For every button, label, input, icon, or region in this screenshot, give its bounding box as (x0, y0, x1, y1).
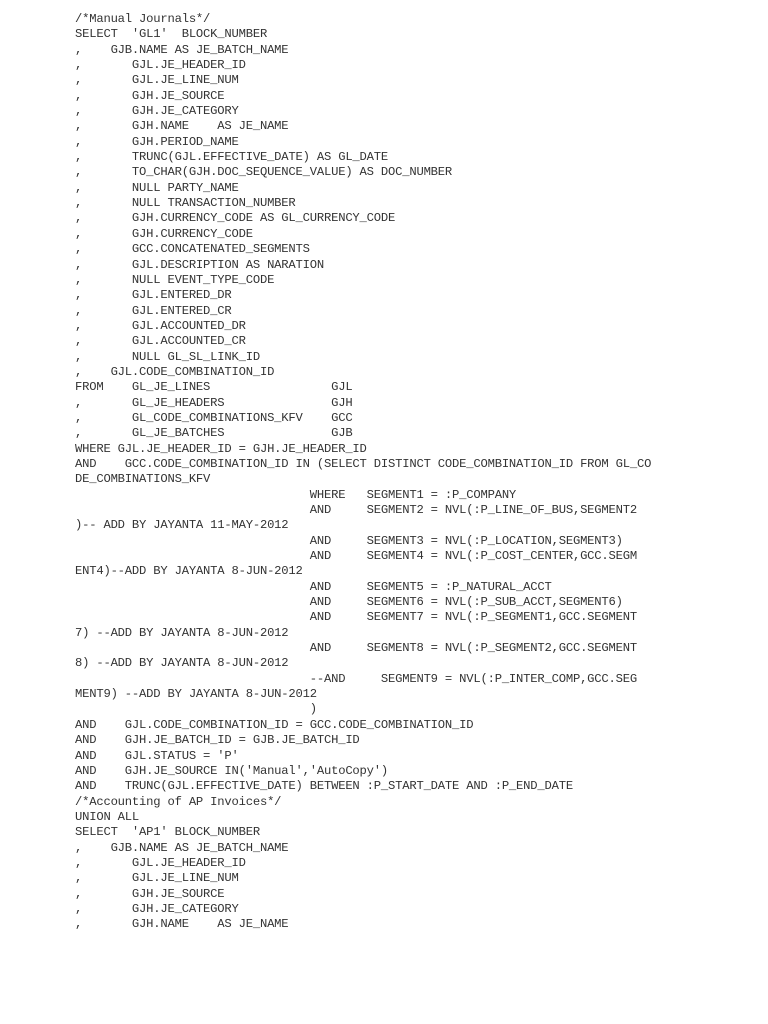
code-line: )-- ADD BY JAYANTA 11-MAY-2012 (75, 518, 289, 533)
code-line: AND GJL.CODE_COMBINATION_ID = GCC.CODE_COMBINATION_ID (75, 717, 474, 732)
code-line: /*Accounting of AP Invoices*/ (75, 794, 282, 809)
code-line: AND SEGMENT3 = NVL(:P_LOCATION,SEGMENT3) (75, 533, 623, 548)
code-line: , GL_JE_BATCHES GJB (75, 426, 353, 441)
code-line: AND SEGMENT7 = NVL(:P_SEGMENT1,GCC.SEGMENT (75, 610, 637, 625)
code-line: AND SEGMENT4 = NVL(:P_COST_CENTER,GCC.SEGM (75, 549, 637, 564)
code-line: /*Manual Journals*/ (75, 12, 211, 26)
sql-code-block (75, 12, 755, 933)
code-line: , GJL.CODE_COMBINATION_ID (75, 364, 275, 379)
code-line: DE_COMBINATIONS_KFV (75, 472, 211, 487)
code-line: , GCC.CONCATENATED_SEGMENTS (75, 242, 310, 257)
code-line: , NULL PARTY_NAME (75, 180, 239, 195)
code-line: , GJL.ACCOUNTED_DR (75, 318, 246, 333)
code-line: , GJH.JE_CATEGORY (75, 104, 239, 119)
code-line: , GJB.NAME AS JE_BATCH_NAME (75, 42, 289, 57)
code-line: AND GJH.JE_SOURCE IN('Manual','AutoCopy') (75, 763, 389, 778)
code-line: , GJH.JE_CATEGORY (75, 901, 239, 916)
code-line: , GL_CODE_COMBINATIONS_KFV GCC (75, 410, 353, 425)
code-line: , GJH.JE_SOURCE (75, 88, 225, 103)
code-line: , GJL.DESCRIPTION AS NARATION (75, 257, 324, 272)
code-line: , GJL.JE_HEADER_ID (75, 58, 246, 73)
code-line: 7) --ADD BY JAYANTA 8-JUN-2012 (75, 625, 289, 640)
code-line: SELECT 'GL1' BLOCK_NUMBER (75, 27, 268, 42)
code-line: , GJB.NAME AS JE_BATCH_NAME (75, 840, 289, 855)
code-line: AND GCC.CODE_COMBINATION_ID IN (SELECT DISTINCT CODE_COMBINATION_ID FROM GL_CO (75, 456, 652, 471)
code-line: , GJL.JE_LINE_NUM (75, 871, 239, 886)
code-line: AND SEGMENT8 = NVL(:P_SEGMENT2,GCC.SEGMENT (75, 641, 637, 656)
code-line: , GJH.JE_SOURCE (75, 886, 225, 901)
code-line: ENT4)--ADD BY JAYANTA 8-JUN-2012 (75, 564, 303, 579)
code-line: AND GJL.STATUS = 'P' (75, 748, 239, 763)
code-line: ) (75, 702, 317, 717)
code-line: , GJH.NAME AS JE_NAME (75, 119, 289, 134)
code-line: , GJH.PERIOD_NAME (75, 134, 239, 149)
code-line: , GL_JE_HEADERS GJH (75, 395, 353, 410)
code-line: , TO_CHAR(GJH.DOC_SEQUENCE_VALUE) AS DOC_NUMBER (75, 165, 453, 180)
code-line: UNION ALL (75, 809, 140, 824)
code-line: , GJH.NAME AS JE_NAME (75, 917, 289, 932)
code-line: , GJL.JE_LINE_NUM (75, 73, 239, 88)
code-line: 8) --ADD BY JAYANTA 8-JUN-2012 (75, 656, 289, 671)
code-line: , NULL TRANSACTION_NUMBER (75, 196, 296, 211)
code-line: MENT9) --ADD BY JAYANTA 8-JUN-2012 (75, 687, 317, 702)
code-line: AND SEGMENT6 = NVL(:P_SUB_ACCT,SEGMENT6) (75, 595, 623, 610)
code-line: SELECT 'AP1' BLOCK_NUMBER (75, 825, 260, 840)
code-line: , GJH.CURRENCY_CODE AS GL_CURRENCY_CODE (75, 211, 396, 226)
code-line: , NULL EVENT_TYPE_CODE (75, 272, 275, 287)
code-line: , NULL GL_SL_LINK_ID (75, 349, 260, 364)
code-line: , GJL.ACCOUNTED_CR (75, 334, 246, 349)
code-line: , GJL.ENTERED_CR (75, 303, 232, 318)
code-line: , GJH.CURRENCY_CODE (75, 226, 253, 241)
code-line: AND SEGMENT5 = :P_NATURAL_ACCT (75, 579, 552, 594)
code-line: FROM GL_JE_LINES GJL (75, 380, 353, 395)
code-line: WHERE GJL.JE_HEADER_ID = GJH.JE_HEADER_ID (75, 441, 367, 456)
code-line: , GJL.JE_HEADER_ID (75, 855, 246, 870)
code-line: AND TRUNC(GJL.EFFECTIVE_DATE) BETWEEN :P_START_DATE AND :P_END_DATE (75, 779, 573, 794)
code-line: , TRUNC(GJL.EFFECTIVE_DATE) AS GL_DATE (75, 150, 389, 165)
code-line: , GJL.ENTERED_DR (75, 288, 232, 303)
code-line: AND SEGMENT2 = NVL(:P_LINE_OF_BUS,SEGMENT2 (75, 503, 637, 517)
code-line: --AND SEGMENT9 = NVL(:P_INTER_COMP,GCC.SEG (75, 671, 637, 686)
code-line: AND GJH.JE_BATCH_ID = GJB.JE_BATCH_ID (75, 733, 360, 748)
code-line: WHERE SEGMENT1 = :P_COMPANY (75, 487, 517, 502)
